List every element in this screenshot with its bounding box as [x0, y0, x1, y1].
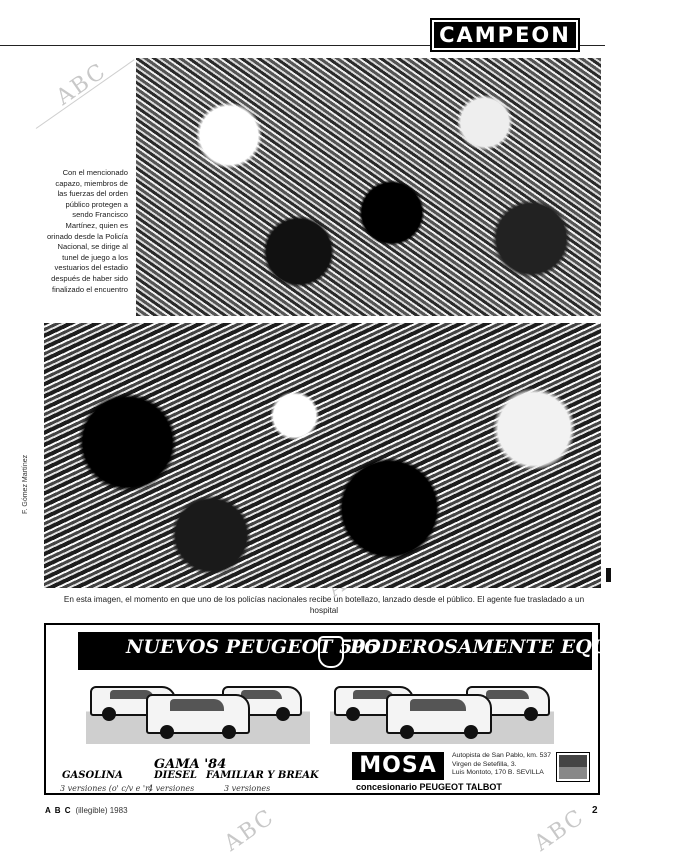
gasolina-versions: 3 versiones (o' c/v e 'r) [60, 784, 153, 793]
page-edge-mark [606, 568, 611, 582]
photo-crowd [44, 323, 601, 588]
side-caption: Con el mencionado capazo, miembros de las fuerzas del orden público protegen a sendo Francisco Martínez, quien es orinado desde la Policía Nacional, se dirige al tunel de juego a los vestuarios del estadio después de haber sido finalizado el encuentro [46, 168, 128, 294]
dealer-address-line: Virgen de Setefilla, 3. [452, 760, 517, 768]
watermark: ABC [219, 804, 280, 857]
peugeot-lion-emblem [318, 636, 344, 668]
photo-police-escort [136, 58, 601, 316]
footer-paper-date [45, 806, 128, 815]
car-icon [146, 694, 250, 734]
diesel-label: DIESEL [154, 770, 197, 781]
dealer-address-line: Autopista de San Pablo, km. 537 [452, 752, 551, 759]
diesel-versions: 4 versiones [148, 784, 195, 793]
brand-emblems-icon [556, 752, 590, 782]
paper-name: A B C [45, 806, 72, 815]
advert-headline-right: PODEROSAMENTE EQUIPADOS. [350, 636, 698, 658]
dealer-logo: MOSA [352, 752, 444, 780]
dealer-address [452, 752, 551, 778]
familiar-versions: 3 versiones [224, 784, 271, 793]
section-tag: CAMPEON [432, 20, 578, 50]
photo-credit: F. Gómez Martínez [22, 454, 29, 514]
car-icon [386, 694, 492, 734]
gasolina-label: GASOLINA [62, 770, 123, 781]
watermark: ABC [529, 804, 590, 857]
gama-label: GAMA '84 [154, 757, 227, 772]
car-group-right [330, 672, 554, 744]
issue-date: (illegible) 1983 [75, 806, 128, 815]
main-caption: En esta imagen, el momento en que uno de los policías nacionales recibe un botellazo, lanzado desde el público. El agente fue trasladado a un hospital [63, 595, 585, 615]
dealer-tagline: concesionario PEUGEOT TALBOT [356, 782, 502, 792]
familiar-label: FAMILIAR Y BREAK [206, 770, 319, 781]
page-number: 2 [592, 805, 598, 816]
dealer-address-line: Luis Montoto, 170 B. SEVILLA [452, 769, 544, 777]
advert-headline-left: NUEVOS PEUGEOT 505 [126, 636, 379, 658]
watermark: ABC [51, 58, 112, 111]
car-group-left [86, 672, 310, 744]
